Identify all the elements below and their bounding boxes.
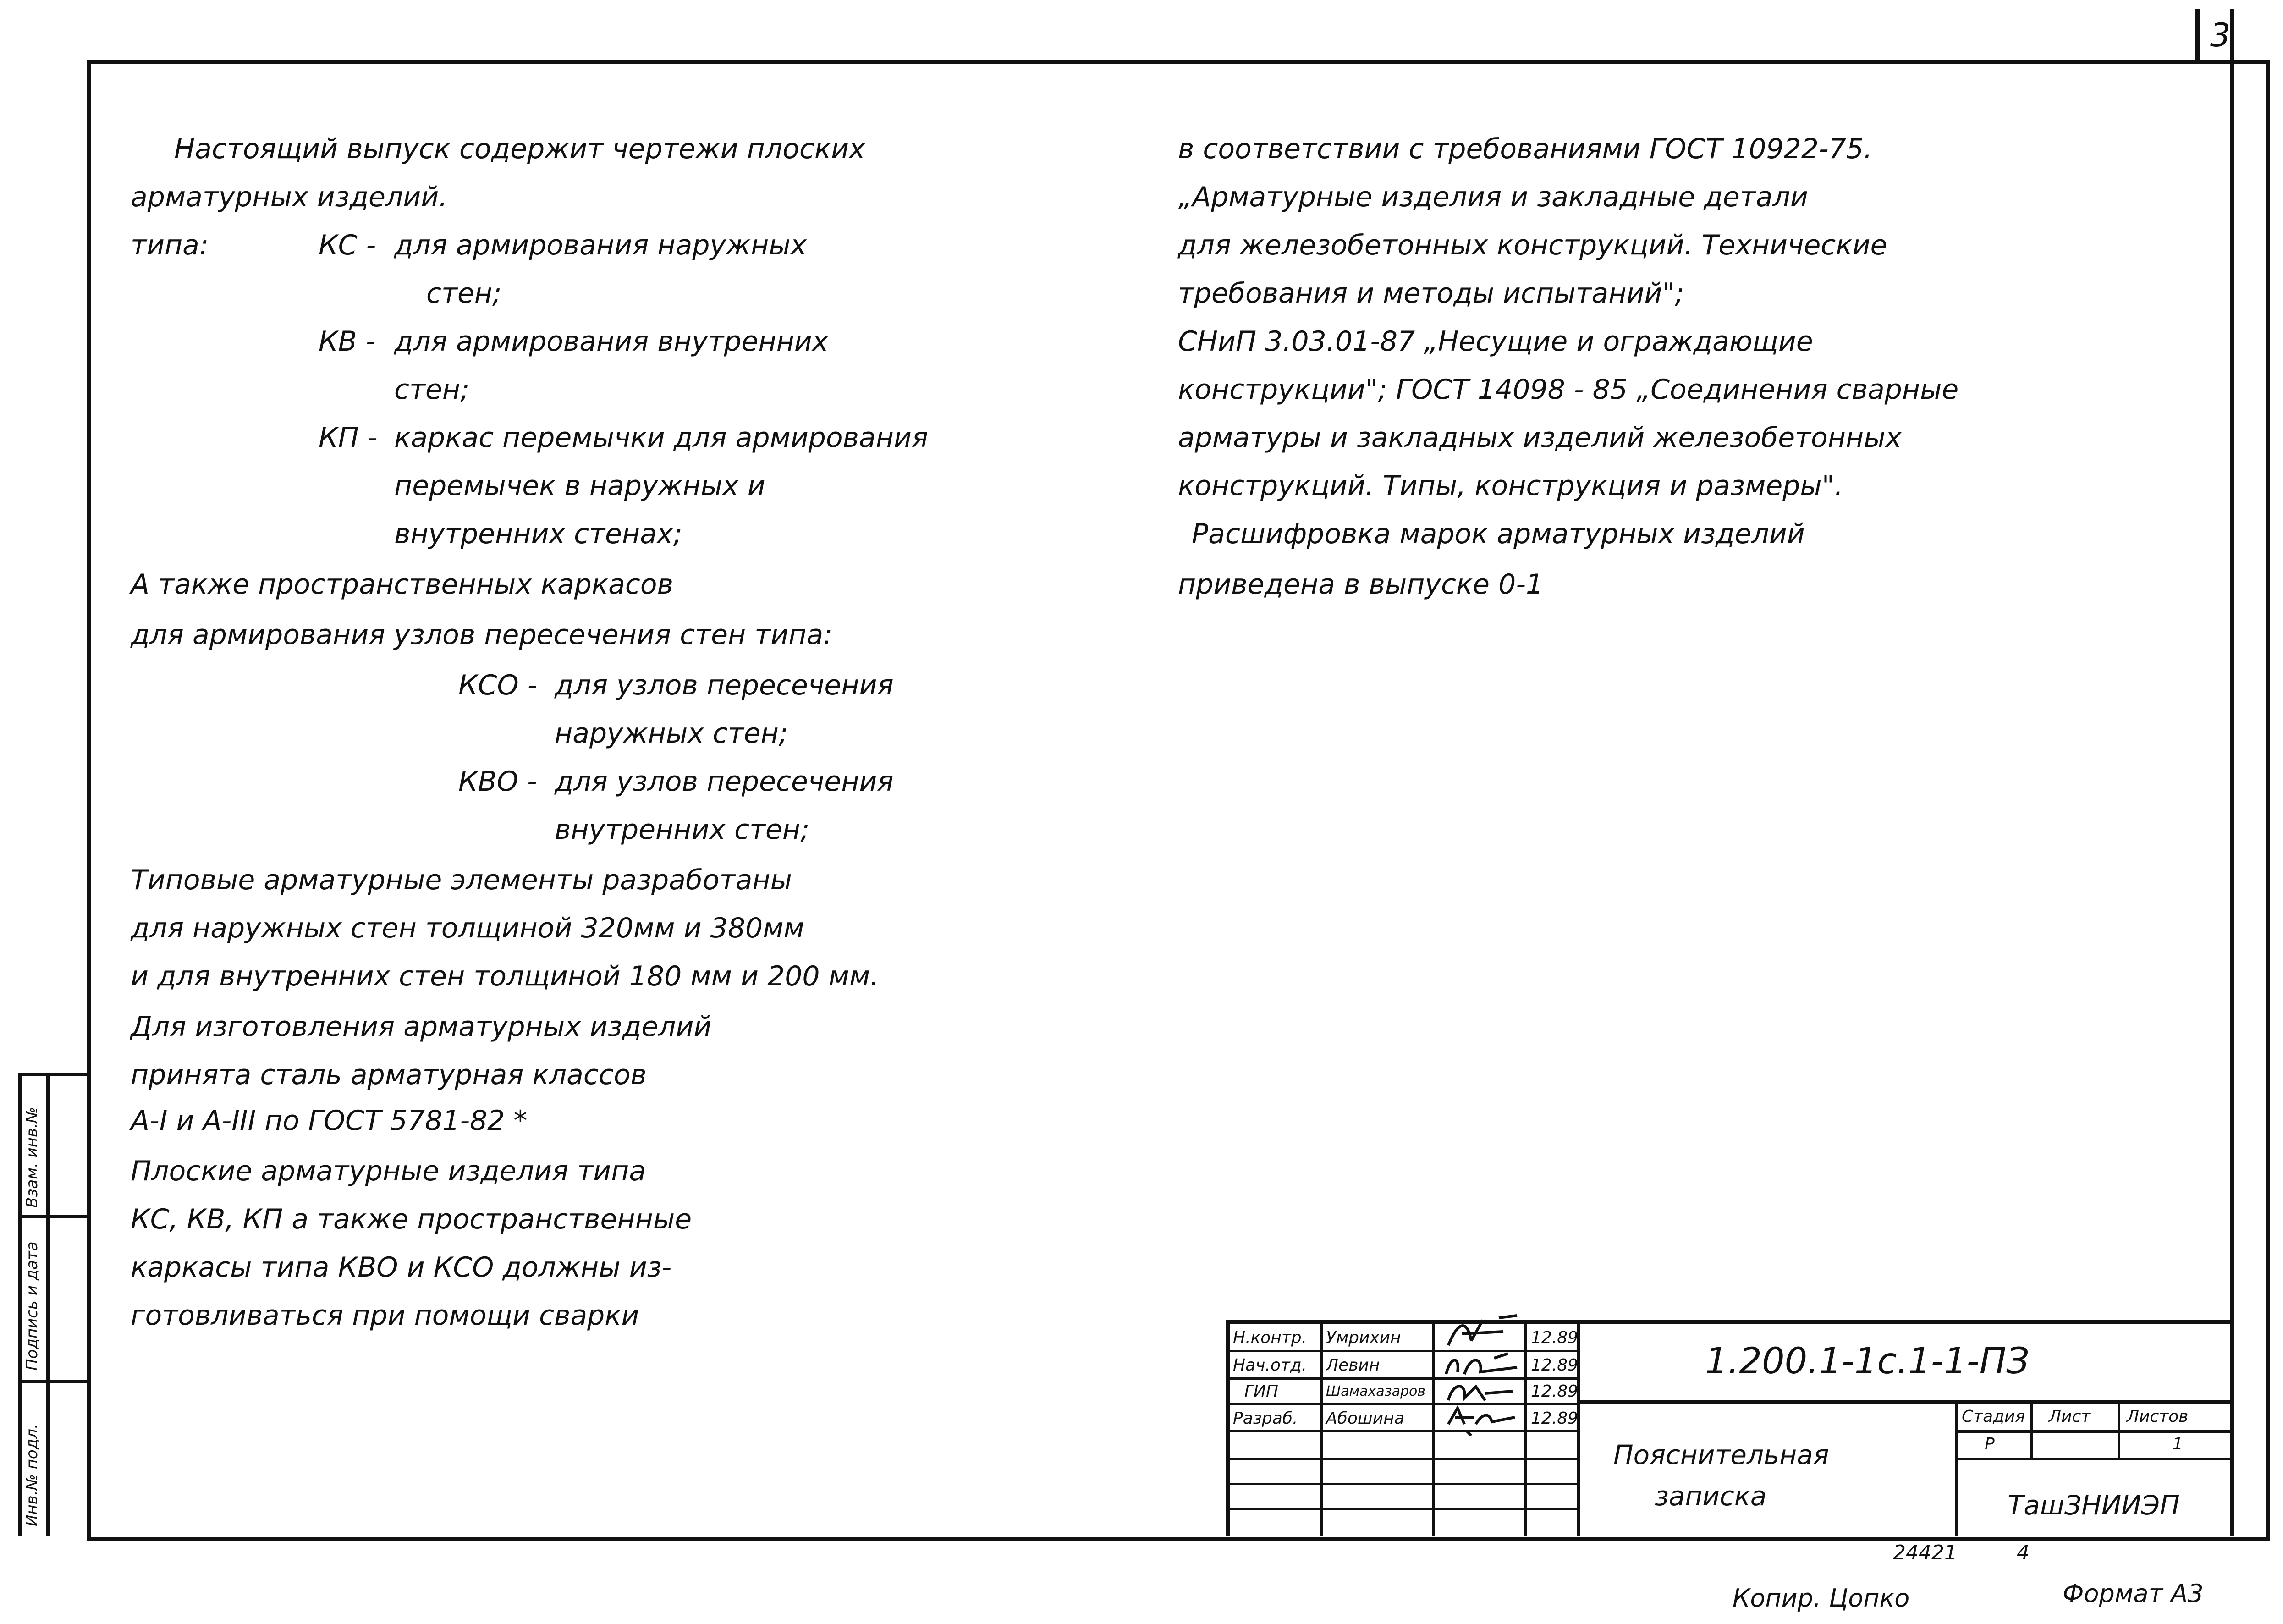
tb-stage-header: Стадия — [1962, 1407, 2025, 1426]
text-line: Типовые арматурные элементы разработаны — [131, 864, 792, 896]
tb-row6 — [1226, 1483, 1579, 1485]
tb-title-line2: записка — [1655, 1481, 1767, 1512]
text-line: готовливаться при помощи сварки — [131, 1299, 639, 1332]
text-line: для наружных стен толщиной 320мм и 380мм — [131, 912, 804, 944]
tb-stage-col1 — [2030, 1400, 2033, 1460]
text-line: КС - — [319, 229, 376, 261]
tb-organization: ТашЗНИИЭП — [2008, 1490, 2180, 1521]
tb-row4 — [1226, 1430, 1579, 1432]
tb-name: Левин — [1326, 1356, 1380, 1375]
tb-col3 — [1524, 1320, 1527, 1536]
text-line: Настоящий выпуск содержит чертежи плоских — [174, 133, 865, 165]
copied-by: Копир. Цопко — [1733, 1584, 1910, 1613]
text-line: арматурных изделий. — [131, 181, 448, 213]
tb-name: Умрихин — [1326, 1328, 1401, 1347]
text-line: каркас перемычки для армирования — [394, 422, 929, 454]
tb-row3 — [1226, 1403, 1579, 1405]
tb-col1 — [1320, 1320, 1323, 1536]
text-line: конструкции"; ГОСТ 14098 - 85 „Соединения сварные — [1178, 374, 1959, 406]
tb-code-bottom — [1577, 1400, 2232, 1404]
text-line: внутренних стенах; — [394, 518, 682, 550]
side-stamp-label-signature: Подпись и дата — [23, 1241, 41, 1371]
text-line: Плоские арматурные изделия типа — [131, 1155, 646, 1187]
tb-col2 — [1432, 1320, 1435, 1536]
text-line: перемычек в наружных и — [394, 470, 765, 502]
text-line: наружных стен; — [555, 717, 788, 749]
side-stamp-div1 — [18, 1215, 89, 1218]
page-number-box-inner — [2230, 9, 2234, 1536]
tb-document-code: 1.200.1-1с.1-1-ПЗ — [1705, 1341, 2030, 1382]
side-stamp-label-replacement: Взам. инв.№ — [23, 1107, 41, 1208]
tb-date: 12.89 — [1531, 1382, 1579, 1401]
tb-title-line1: Пояснительная — [1613, 1439, 1829, 1470]
text-line: КП - — [319, 422, 378, 454]
tb-role: Разраб. — [1233, 1409, 1298, 1428]
tb-sheet-header: Лист — [2049, 1407, 2091, 1426]
tb-role: Н.контр. — [1233, 1328, 1307, 1347]
text-line: для узлов пересечения — [555, 765, 894, 798]
tb-role: Нач.отд. — [1233, 1356, 1307, 1375]
text-line: принята сталь арматурная классов — [131, 1059, 647, 1091]
tb-stage-left — [1955, 1400, 1958, 1536]
signature-2 — [1439, 1351, 1522, 1379]
signature-1 — [1439, 1313, 1522, 1350]
text-line: КВ - — [319, 325, 376, 358]
tb-name: Шамахазаров — [1326, 1383, 1426, 1399]
side-stamp-top — [18, 1073, 89, 1076]
tb-role: ГИП — [1244, 1382, 1279, 1401]
text-line: внутренних стен; — [555, 814, 810, 846]
inventory-suffix: 4 — [2017, 1541, 2030, 1564]
text-line: для армирования внутренних — [394, 325, 829, 358]
format: Формат А3 — [2063, 1579, 2204, 1608]
text-line: „Арматурные изделия и закладные детали — [1178, 181, 1808, 213]
text-line: стен; — [394, 374, 470, 406]
signature-3 — [1439, 1377, 1522, 1405]
tb-stage-col2 — [2118, 1400, 2120, 1460]
signature-4 — [1439, 1404, 1522, 1436]
tb-left — [1226, 1320, 1230, 1536]
text-line: КСО - — [458, 669, 538, 701]
inventory-number: 24421 — [1893, 1541, 1957, 1564]
text-line: для армирования узлов пересечения стен типа: — [131, 619, 833, 651]
tb-col4 — [1577, 1320, 1580, 1536]
tb-sheets-value: 1 — [2173, 1435, 2183, 1453]
tb-row7 — [1226, 1508, 1579, 1510]
text-line: стен; — [426, 277, 502, 309]
text-line: арматуры и закладных изделий железобетонных — [1178, 422, 1902, 454]
tb-sheets-header: Листов — [2127, 1407, 2189, 1426]
tb-row1 — [1226, 1350, 1579, 1352]
side-stamp-mid — [46, 1073, 50, 1536]
text-line: для железобетонных конструкций. Технические — [1178, 229, 1887, 261]
text-line: А-I и А-III по ГОСТ 5781-82 * — [131, 1105, 528, 1137]
text-line: требования и методы испытаний"; — [1178, 277, 1684, 309]
tb-row2 — [1226, 1377, 1579, 1380]
text-line: и для внутренних стен толщиной 180 мм и 200 мм. — [131, 960, 879, 992]
tb-name: Абошина — [1326, 1409, 1404, 1428]
tb-stage-value: Р — [1985, 1435, 1995, 1453]
tb-top — [1226, 1320, 2232, 1324]
text-line: каркасы типа КВО и КСО должны из- — [131, 1251, 672, 1283]
text-line: в соответствии с требованиями ГОСТ 10922-75. — [1178, 133, 1873, 165]
text-line: Для изготовления арматурных изделий — [131, 1011, 712, 1043]
page-number-box-left — [2195, 9, 2200, 64]
text-line: КС, КВ, КП а также пространственные — [131, 1203, 692, 1235]
tb-stage-row2 — [1955, 1458, 2232, 1460]
text-line: СНиП 3.03.01-87 „Несущие и ограждающие — [1178, 325, 1813, 358]
tb-date: 12.89 — [1531, 1409, 1579, 1428]
page-number: 3 — [2210, 17, 2231, 54]
text-line: для армирования наружных — [394, 229, 807, 261]
side-stamp-div2 — [18, 1380, 89, 1383]
side-stamp-label-inventory: Инв.№ подл. — [23, 1424, 41, 1526]
text-line: КВО - — [458, 765, 537, 798]
tb-date: 12.89 — [1531, 1328, 1579, 1347]
text-line: Расшифровка марок арматурных изделий — [1192, 518, 1805, 550]
text-line: А также пространственных каркасов — [131, 568, 673, 600]
text-line: для узлов пересечения — [555, 669, 894, 701]
text-line: типа: — [131, 229, 209, 261]
tb-row5 — [1226, 1458, 1579, 1460]
text-line: конструкций. Типы, конструкция и размеры". — [1178, 470, 1843, 502]
side-stamp-left — [18, 1073, 22, 1536]
tb-date: 12.89 — [1531, 1356, 1579, 1375]
text-line: приведена в выпуске 0-1 — [1178, 568, 1544, 600]
tb-stage-row1 — [1955, 1430, 2232, 1433]
